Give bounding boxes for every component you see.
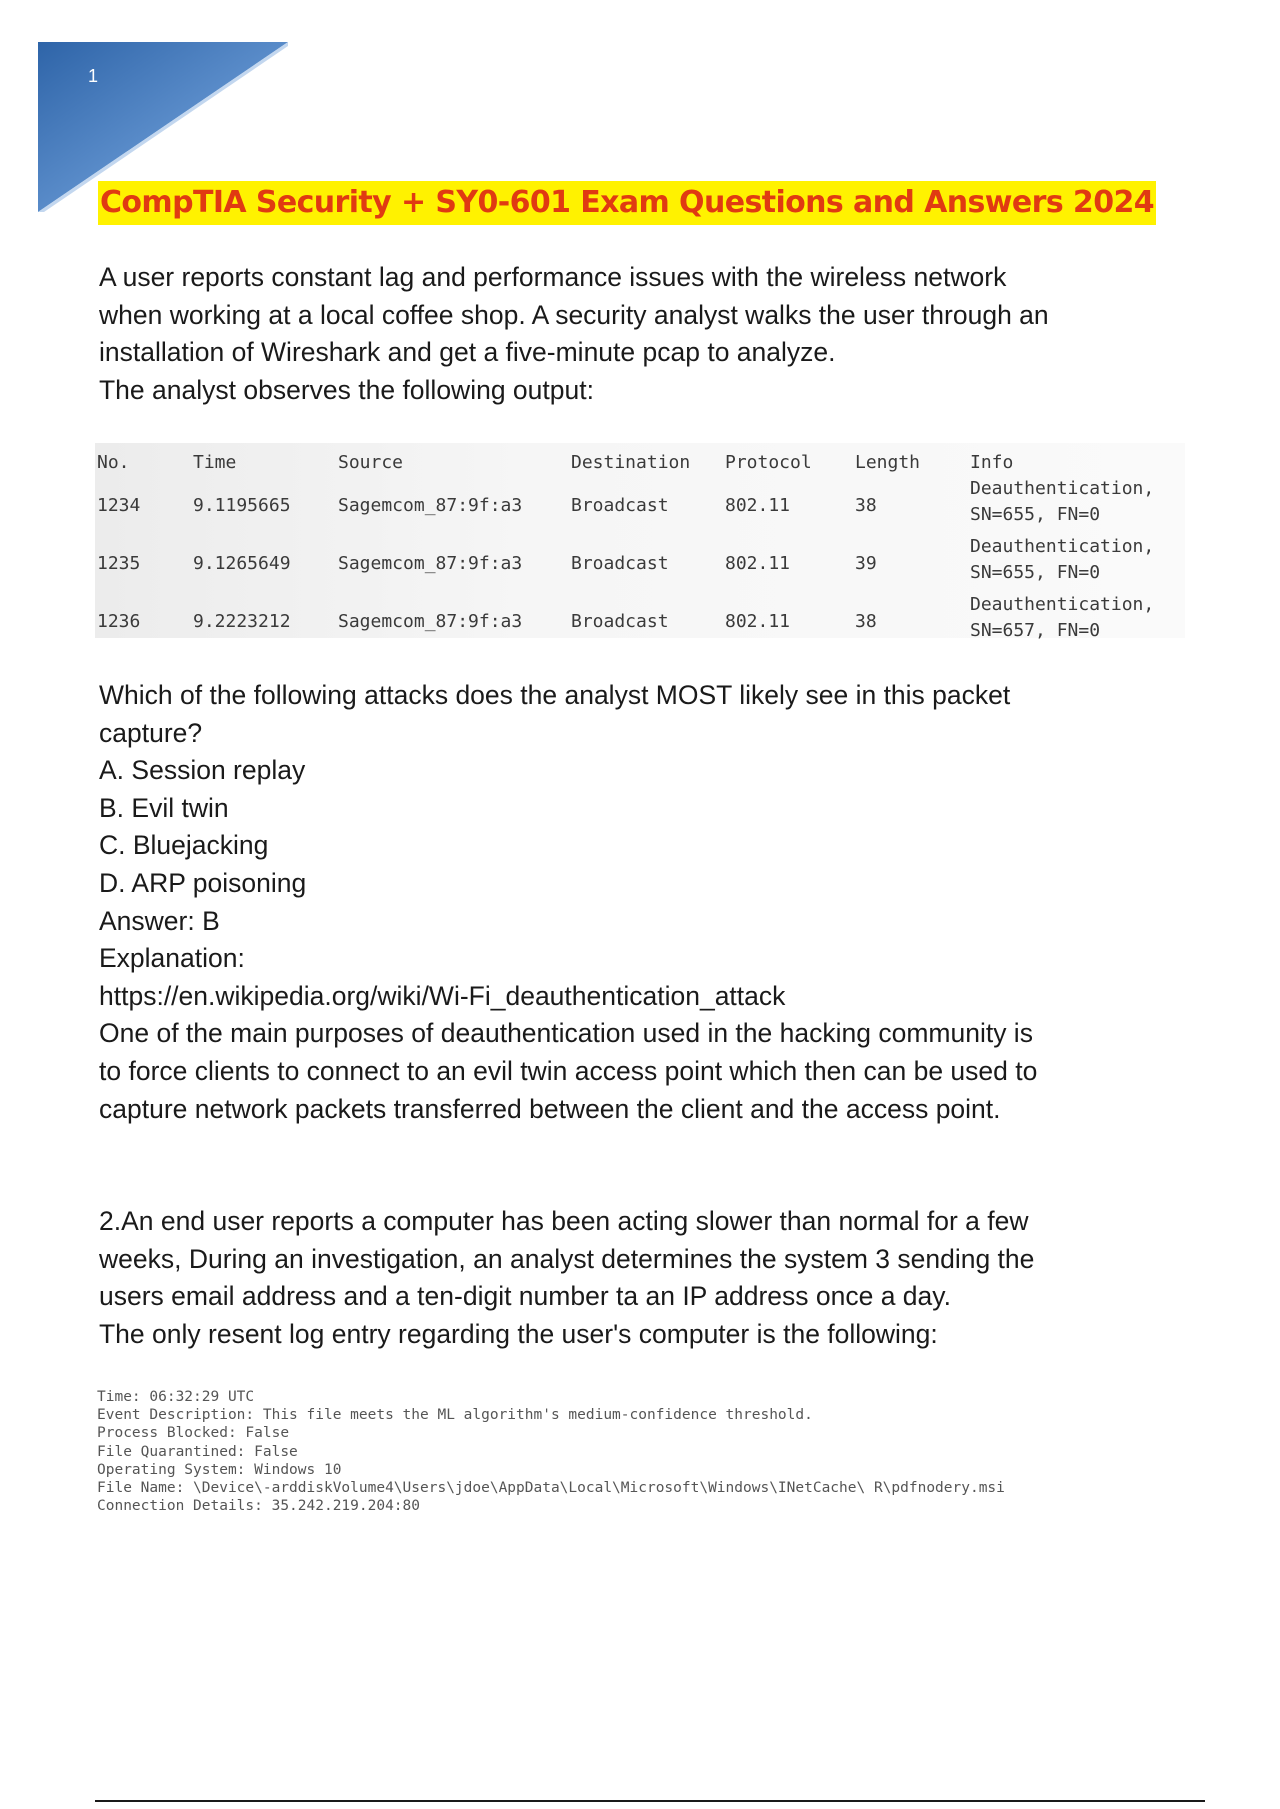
header-time: Time [193, 452, 237, 473]
explanation-url: https://en.wikipedia.org/wiki/Wi-Fi_deauthentication_attack [99, 980, 786, 1011]
question-1-body [99, 677, 1209, 1128]
table-row [95, 536, 1185, 594]
cell-destination: Broadcast [571, 553, 669, 574]
header-length: Length [855, 452, 921, 473]
option-d: D. ARP poisoning [99, 867, 307, 898]
intro-line: The only resent log entry regarding the user's computer is the following: [99, 1318, 938, 1349]
cell-time: 9.1195665 [193, 495, 291, 516]
question-line: capture? [99, 717, 203, 748]
header-protocol: Protocol [725, 452, 812, 473]
header-source: Source [338, 452, 404, 473]
header-info: Info [970, 452, 1014, 473]
header-destination: Destination [571, 452, 691, 473]
question-line: Which of the following attacks does the analyst MOST likely see in this packet [99, 680, 1011, 710]
explanation-line: One of the main purposes of deauthentication used in the hacking community is [99, 1018, 1033, 1049]
document-title: CompTIA Security + SY0-601 Exam Questions and Answers 2024 [98, 181, 1156, 225]
option-b: B. Evil twin [99, 792, 229, 823]
log-line: File Quarantined: False [97, 1443, 298, 1460]
cell-info: Deauthentication, [970, 536, 1155, 557]
cell-protocol: 802.11 [725, 611, 791, 632]
cell-source: Sagemcom_87:9f:a3 [338, 495, 523, 516]
cell-no: 1234 [97, 495, 141, 516]
intro-line: when working at a local coffee shop. A security analyst walks the user through an [99, 299, 1049, 330]
cell-source: Sagemcom_87:9f:a3 [338, 553, 523, 574]
footer-divider [95, 1800, 1205, 1802]
header-no: No. [97, 452, 130, 473]
cell-info-detail: SN=655, FN=0 [970, 562, 1101, 583]
question-1-intro [99, 259, 1209, 409]
cell-time: 9.1265649 [193, 553, 291, 574]
log-line: Operating System: Windows 10 [97, 1461, 342, 1478]
explanation-label: Explanation: [99, 943, 245, 974]
cell-info-detail: SN=657, FN=0 [970, 620, 1101, 641]
option-c: C. Bluejacking [99, 830, 269, 861]
log-line: Time: 06:32:29 UTC [97, 1389, 255, 1405]
cell-destination: Broadcast [571, 495, 669, 516]
cell-info-detail: SN=655, FN=0 [970, 504, 1101, 525]
option-a: A. Session replay [99, 755, 306, 786]
packet-capture-table [95, 443, 1185, 641]
log-entry [97, 1388, 1197, 1515]
capture-header-row [95, 445, 1185, 479]
table-row [95, 594, 1185, 652]
explanation-line: to force clients to connect to an evil twin access point which then can be used to [99, 1055, 1038, 1086]
intro-line: installation of Wireshark and get a five-minute pcap to analyze. [99, 337, 836, 368]
answer: Answer: B [99, 905, 220, 936]
cell-length: 38 [855, 495, 877, 516]
cell-destination: Broadcast [571, 611, 669, 632]
intro-line: The analyst observes the following output: [99, 374, 594, 405]
cell-length: 38 [855, 611, 877, 632]
cell-info: Deauthentication, [970, 478, 1155, 499]
intro-line: users email address and a ten-digit number ta an IP address once a day. [99, 1281, 951, 1312]
intro-line: 2.An end user reports a computer has been acting slower than normal for a few [99, 1206, 1029, 1236]
intro-line: weeks, During an investigation, an analyst determines the system 3 sending the [99, 1243, 1035, 1274]
log-line: Event Description: This file meets the ML algorithm's medium-confidence threshold. [97, 1407, 813, 1424]
cell-protocol: 802.11 [725, 553, 791, 574]
page-number: 1 [88, 66, 99, 86]
explanation-line: capture network packets transferred between the client and the access point. [99, 1093, 1001, 1124]
question-2-intro [99, 1203, 1209, 1353]
log-line: Connection Details: 35.242.219.204:80 [97, 1498, 421, 1515]
cell-protocol: 802.11 [725, 495, 791, 516]
log-line: Process Blocked: False [97, 1425, 290, 1442]
table-row [95, 478, 1185, 536]
cell-info: Deauthentication, [970, 594, 1155, 615]
cell-no: 1236 [97, 611, 141, 632]
log-line: File Name: \Device\-arddiskVolume4\Users\jdoe\AppData\Local\Microsoft\Windows\INetCache\ R\pdfnodery.msi [97, 1480, 1005, 1497]
cell-time: 9.2223212 [193, 611, 291, 632]
cell-length: 39 [855, 553, 877, 574]
cell-source: Sagemcom_87:9f:a3 [338, 611, 523, 632]
intro-line: A user reports constant lag and performance issues with the wireless network [99, 262, 1007, 292]
cell-no: 1235 [97, 553, 141, 574]
